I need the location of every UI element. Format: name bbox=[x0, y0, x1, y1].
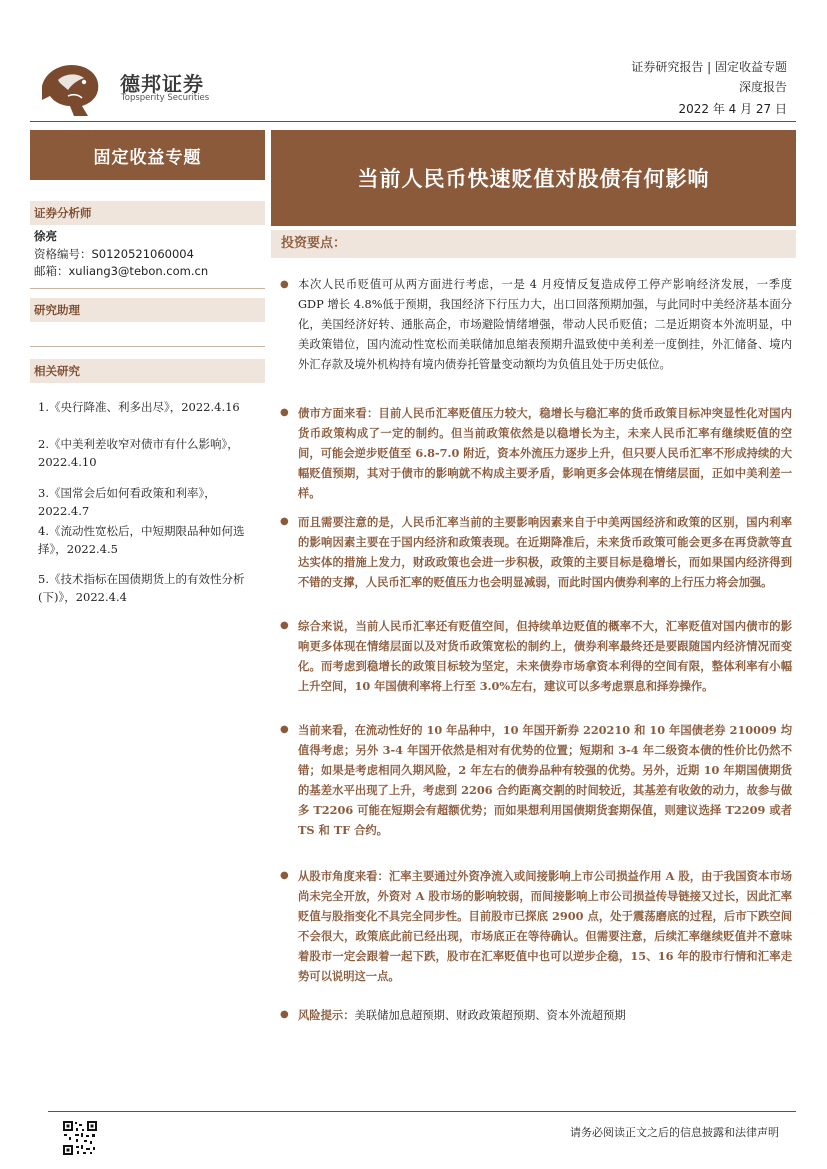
assistant-heading: 研究助理 bbox=[30, 298, 265, 322]
related-item-3[interactable]: 3.《国常会后如何看政策和利率》，2022.4.7 bbox=[38, 486, 216, 518]
left-divider bbox=[30, 346, 265, 347]
key-point-paragraph: ● 债市方面来看：目前人民币汇率贬值压力较大，稳增长与稳汇率的货币政策目标冲突显性化对国内货币政策构成了一定的制约。但当前政策依然是以稳增长为主，未来人民币汇率有继续贬值的空间，可能会逆步贬值至 6.8-7.0 附近，资本外流压力逐步上升，但只要人民币汇率不形成持续的大幅贬值预期，其对于债市的影响就不构成主要矛盾，影响更多会体现在情绪层面，正如中美利差一样。 bbox=[282, 403, 792, 503]
bullet-icon: ● bbox=[280, 870, 289, 881]
section-box: 固定收益专题 bbox=[30, 130, 265, 180]
key-point-paragraph: ● 当前来看，在流动性好的 10 年品种中，10 年国开新券 220210 和 10 年国债老券 210009 均值得考虑；另外 3-4 年国开依然是相对有优势的位置；短期和 3-4 年二级资本债的性价比仍然不错；如果是考虑相同久期风险，2 年左右的债券品种有较强的优势。另外，近期 10 年期国债期货的基差水平出现了上升，考虑到 2206 合约距离交割的时间较近，其基差有收敛的动力，故参与做多 T2206 可能在短期会有超额优势；而如果想利用国债期货套期保值，则建议选择 T2209 或者 TS 和 TF 合约。 bbox=[282, 720, 792, 840]
bullet-icon: ● bbox=[280, 724, 289, 735]
header-divider bbox=[30, 121, 796, 122]
bullet-icon: ● bbox=[280, 620, 289, 631]
key-point-paragraph: ● 综合来说，当前人民币汇率还有贬值空间，但持续单边贬值的概率不大，汇率贬值对国内债市的影响更多体现在情绪层面以及对货币政策宽松的制约上，债券利率最终还是要跟随国内经济情况而变化。而考虑到稳增长的政策目标较为坚定，未来债券市场拿资本利得的空间有限，整体利率有小幅上升空间，10 年国债利率将上行至 3.0%左右，建议可以多考虑票息和择券操作。 bbox=[282, 616, 792, 696]
footer-divider bbox=[48, 1111, 796, 1112]
analyst-cert: 资格编号：S0120521060004 bbox=[34, 247, 194, 261]
key-point-paragraph: ● 而且需要注意的是，人民币汇率当前的主要影响因素来自于中美两国经济和政策的区别，国内利率的影响因素主要在于国内经济和政策表现。在近期降准后，未来货币政策可能会更多在再贷款等直达实体的措施上发力，财政政策也会进一步积极，政策的主要目标是稳增长，而如果国内经济得到不错的支撑，人民币汇率的贬值压力也会明显减弱，而此时国内债券利率的上行压力将会加强。 bbox=[282, 512, 792, 592]
related-heading: 相关研究 bbox=[30, 359, 265, 383]
key-points-heading: 投资要点： bbox=[271, 230, 796, 258]
risk-text: 美联储加息超预期、财政政策超预期、资本外流超预期 bbox=[354, 1009, 626, 1022]
analyst-email[interactable]: 邮箱：xuliang3@tebon.com.cn bbox=[34, 264, 209, 278]
bullet-icon: ● bbox=[280, 279, 289, 290]
related-item-4[interactable]: 4.《流动性宽松后，中短期限品种如何选择》，2022.4.5 bbox=[38, 524, 245, 556]
related-item-5[interactable]: 5.《技术指标在国债期货上的有效性分析(下)》，2022.4.4 bbox=[38, 572, 245, 604]
legal-disclaimer[interactable]: 请务必阅读正文之后的信息披露和法律声明 bbox=[570, 1126, 779, 1139]
left-divider bbox=[30, 288, 265, 289]
bullet-icon: ● bbox=[280, 1009, 289, 1020]
related-item-2[interactable]: 2.《中美利差收窄对债市有什么影响》，2022.4.10 bbox=[38, 437, 239, 469]
report-kind: 深度报告 bbox=[738, 80, 787, 94]
brand-name-en: Topsperity Securities bbox=[121, 93, 210, 103]
risk-label: 风险提示： bbox=[298, 1008, 355, 1022]
bullet-icon: ● bbox=[280, 407, 289, 418]
bullet-icon: ● bbox=[280, 516, 289, 527]
tebon-logo-icon bbox=[38, 60, 104, 118]
analyst-name: 徐亮 bbox=[34, 229, 57, 243]
key-point-paragraph: ● 从股市角度来看：汇率主要通过外资净流入或间接影响上市公司损益作用 A 股，由于我国资本市场尚未完全开放，外资对 A 股市场的影响较弱，而间接影响上市公司损益传导链接又过长，因此汇率贬值与股指变化不具完全同步性。目前股市已探底 2900 点，处于震荡磨底的过程，后市下跌空间不会很大，政策底此前已经出现，市场底正在等待确认。但需要注意，后续汇率继续贬值并不意味着股市一定会跟着一起下跌，股市在汇率贬值中也可以逆步企稳，15、16 年的股市行情和汇率走势可以说明这一点。 bbox=[282, 866, 792, 986]
report-title: 当前人民币快速贬值对股债有何影响 bbox=[271, 130, 796, 226]
risk-warning bbox=[282, 1005, 792, 1026]
qr-code-icon bbox=[62, 1120, 98, 1156]
key-point-paragraph: ● 本次人民币贬值可从两方面进行考虑，一是 4 月疫情反复造成停工停产影响经济发展，一季度 GDP 增长 4.8%低于预期，我国经济下行压力大，出口回落预期加强，与此同时中美经济基本面分化，美国经济好转、通胀高企，市场避险情绪增强，带动人民币贬值；二是近期资本外流明显，中美政策错位，国内流动性宽松而美联储加息缩表预期升温致使中美利差一度倒挂，外汇储备、境内外汇存款及境外机构持有境内债券托管量变动额均为负值且处于历史低位。 bbox=[282, 275, 792, 375]
report-date: 2022 年 4 月 27 日 bbox=[678, 102, 787, 116]
related-item-1[interactable]: 1.《央行降准、利多出尽》，2022.4.16 bbox=[38, 400, 240, 414]
report-type: 证券研究报告 | 固定收益专题 bbox=[631, 60, 787, 74]
brand-name-cn: 德邦证券 bbox=[120, 72, 204, 96]
analyst-heading: 证券分析师 bbox=[30, 201, 265, 225]
